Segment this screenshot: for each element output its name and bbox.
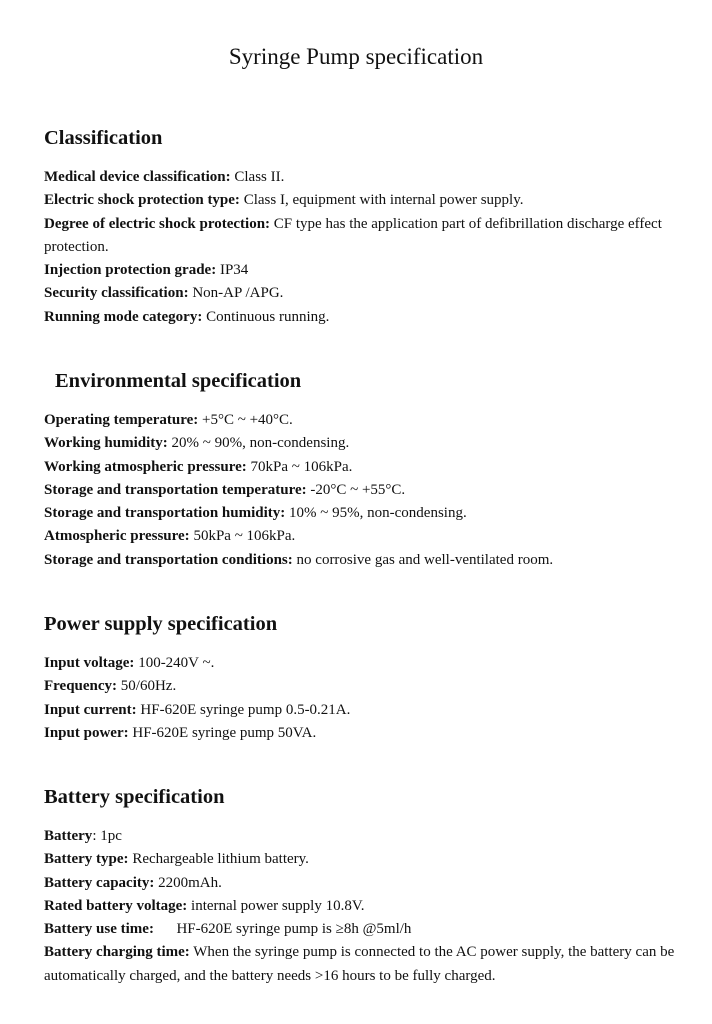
spec-label: Atmospheric pressure:	[44, 528, 190, 545]
spec-label: Battery type:	[44, 851, 129, 868]
spec-item	[44, 848, 684, 871]
spec-value: 10% ~ 95%, non-condensing.	[285, 505, 467, 522]
spec-item	[44, 825, 684, 848]
spec-value: no corrosive gas and well-ventilated room.	[292, 551, 554, 568]
spec-label: Working atmospheric pressure:	[44, 458, 247, 475]
spec-item	[44, 872, 684, 895]
spec-label: Operating temperature:	[44, 412, 199, 428]
spec-label: Degree of electric shock protection:	[44, 215, 271, 232]
spec-item	[44, 479, 684, 502]
spec-label: Storage and transportation conditions:	[44, 551, 293, 568]
spec-list	[44, 652, 684, 745]
document-title: Syringe Pump specification	[228, 44, 484, 69]
spec-value: 50/60Hz.	[117, 678, 177, 695]
spec-value: When the syringe pump is connected to the AC power supply, the battery can be automatically charged, and the battery needs >16 hours to be fully charged.	[44, 944, 675, 984]
spec-value: Non-AP /APG.	[188, 285, 284, 302]
spec-value: HF-620E syringe pump is ≥8h @5ml/h	[153, 921, 412, 938]
spec-value: 50kPa ~ 106kPa.	[189, 528, 296, 545]
spec-item	[44, 432, 684, 455]
power-supply-section	[44, 612, 684, 745]
spec-value: HF-620E syringe pump 0.5-0.21A.	[136, 701, 351, 718]
section-heading: Power supply specification	[44, 613, 278, 635]
spec-list	[44, 409, 684, 572]
spec-label: Battery capacity:	[44, 874, 155, 891]
spec-item	[44, 259, 684, 282]
spec-label: Security classification:	[44, 285, 189, 302]
section-heading: Battery specification	[44, 786, 225, 808]
spec-item	[44, 525, 684, 548]
spec-list	[44, 825, 684, 988]
spec-item	[44, 549, 684, 572]
spec-item	[44, 409, 684, 432]
spec-value: CF type has the application part of defibrillation discharge effect protection.	[44, 215, 662, 255]
spec-value: HF-620E syringe pump 50VA.	[128, 724, 317, 741]
spec-item	[44, 895, 684, 918]
spec-item	[44, 918, 684, 941]
environmental-section	[44, 369, 684, 572]
spec-value: +5°C ~ +40°C.	[198, 412, 293, 428]
spec-label: Frequency:	[44, 678, 118, 695]
spec-label: Battery charging time:	[44, 944, 190, 961]
spec-item	[44, 675, 684, 698]
spec-label: Battery use time:	[44, 921, 154, 938]
spec-item	[44, 189, 684, 212]
spec-value: 20% ~ 90%, non-condensing.	[167, 435, 350, 452]
spec-label: Input power:	[44, 724, 129, 741]
spec-label: Electric shock protection type:	[44, 192, 240, 209]
section-heading: Classification	[44, 127, 163, 149]
spec-value: -20°C ~ +55°C.	[306, 481, 406, 498]
spec-value: 2200mAh.	[154, 874, 222, 891]
spec-value: IP34	[216, 262, 249, 279]
spec-value: 70kPa ~ 106kPa.	[246, 458, 353, 475]
spec-item	[44, 722, 684, 745]
spec-value: Rechargeable lithium battery.	[128, 851, 309, 868]
spec-item	[44, 941, 684, 988]
classification-section	[44, 126, 684, 329]
spec-label: Running mode category:	[44, 308, 203, 325]
spec-value: internal power supply 10.8V.	[187, 897, 365, 914]
battery-section	[44, 785, 684, 988]
spec-label: Storage and transportation temperature:	[44, 481, 307, 498]
spec-label: Input current:	[44, 701, 137, 718]
spec-item	[44, 456, 684, 479]
spec-label: Medical device classification:	[44, 169, 231, 185]
spec-item	[44, 282, 684, 305]
spec-value: Class II.	[230, 169, 285, 185]
spec-value: Class I, equipment with internal power supply.	[239, 192, 524, 209]
spec-label: Storage and transportation humidity:	[44, 505, 286, 522]
spec-label: Injection protection grade:	[44, 262, 217, 279]
spec-label: Rated battery voltage:	[44, 897, 188, 914]
spec-item	[44, 306, 684, 329]
section-heading: Environmental specification	[55, 370, 302, 392]
spec-item	[44, 213, 684, 260]
spec-label: Input voltage:	[44, 655, 135, 671]
spec-item	[44, 166, 684, 189]
spec-value: 100-240V ~.	[134, 655, 215, 671]
spec-list	[44, 166, 684, 329]
spec-item	[44, 502, 684, 525]
spec-value: : 1pc	[92, 828, 122, 844]
spec-item	[44, 699, 684, 722]
spec-label: Working humidity:	[44, 435, 168, 452]
spec-item	[44, 652, 684, 675]
spec-label: Battery	[44, 828, 93, 844]
spec-value: Continuous running.	[202, 308, 330, 325]
